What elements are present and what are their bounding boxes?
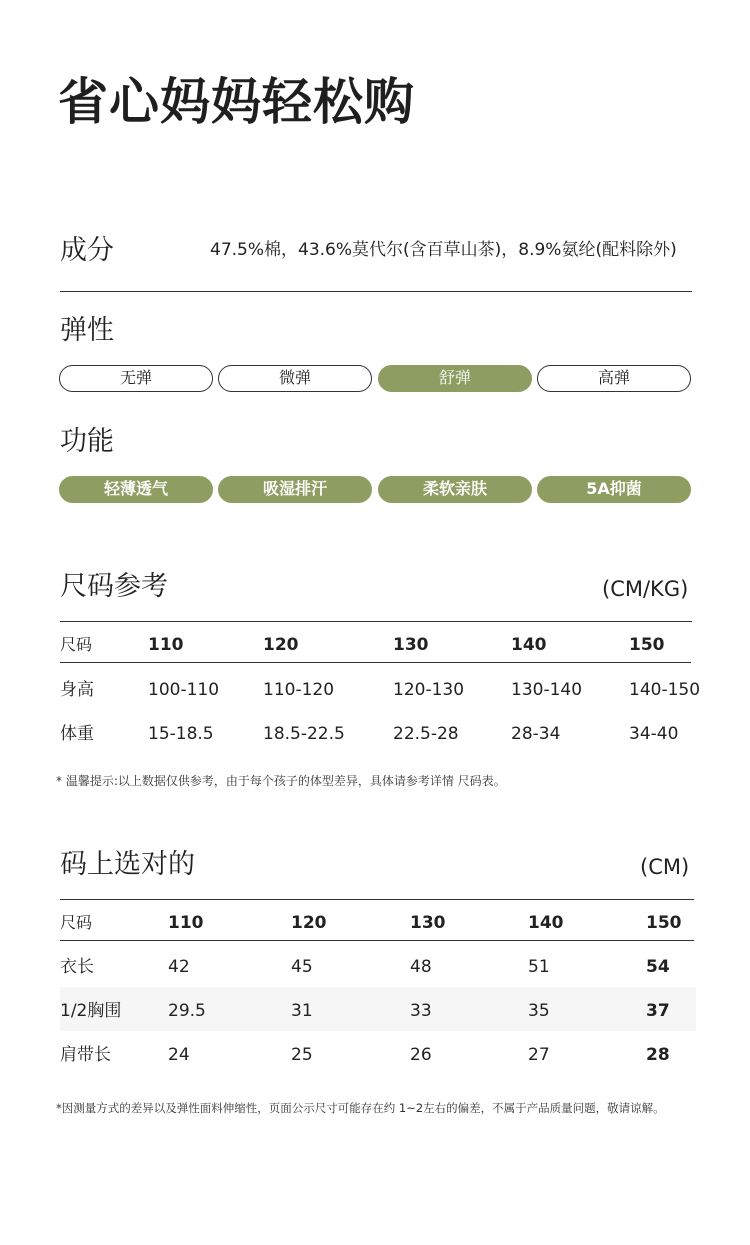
header-cell: 120 <box>291 913 327 933</box>
row-label: 身高 <box>60 680 94 700</box>
row-label: 体重 <box>60 724 94 744</box>
row-highlight <box>60 987 696 1031</box>
table-cell: 42 <box>168 957 190 977</box>
table-cell: 120-130 <box>393 680 465 700</box>
composition-value: 47.5%棉，43.6%莫代尔(含百草山茶)，8.9%氨纶(配料除外) <box>210 240 677 260</box>
table-cell: 18.5-22.5 <box>263 724 345 744</box>
divider <box>60 940 694 941</box>
divider <box>60 291 692 292</box>
table-cell: 15-18.5 <box>148 724 214 744</box>
header-cell: 130 <box>393 635 429 655</box>
size-ref-note: * 温馨提示:以上数据仅供参考，由于每个孩子的体型差异，具体请参考详情 尺码表。 <box>56 774 506 788</box>
elasticity-option-high: 高弹 <box>537 365 691 392</box>
table-cell: 27 <box>528 1045 550 1065</box>
table-cell: 28 <box>646 1045 670 1065</box>
table-cell: 25 <box>291 1045 313 1065</box>
divider <box>60 662 691 663</box>
row-label: 肩带长 <box>60 1045 111 1065</box>
table-cell: 37 <box>646 1001 670 1021</box>
header-cell: 140 <box>528 913 564 933</box>
table-cell: 31 <box>291 1001 313 1021</box>
table-cell: 28-34 <box>511 724 561 744</box>
table-cell: 45 <box>291 957 313 977</box>
table-cell: 51 <box>528 957 550 977</box>
row-label: 1/2胸围 <box>60 1001 122 1021</box>
table-cell: 34-40 <box>629 724 679 744</box>
measure-note: *因测量方式的差异以及弹性面料伸缩性，页面公示尺寸可能存在约 1~2左右的偏差，不属于产品质量问题，敬请谅解。 <box>56 1101 665 1115</box>
header-cell: 150 <box>629 635 665 655</box>
table-cell: 48 <box>410 957 432 977</box>
table-cell: 24 <box>168 1045 190 1065</box>
table-cell: 140-150 <box>629 680 701 700</box>
header-cell: 120 <box>263 635 299 655</box>
table-cell: 100-110 <box>148 680 220 700</box>
table-cell: 29.5 <box>168 1001 206 1021</box>
elasticity-option-comfort-selected: 舒弹 <box>378 365 532 392</box>
function-tag: 吸湿排汗 <box>218 476 372 503</box>
table-cell: 54 <box>646 957 670 977</box>
table-cell: 110-120 <box>263 680 335 700</box>
function-tag: 5A抑菌 <box>537 476 691 503</box>
divider <box>60 621 692 622</box>
header-cell: 150 <box>646 913 682 933</box>
page-title: 省心妈妈轻松购 <box>58 73 415 131</box>
header-cell: 110 <box>168 913 204 933</box>
table-cell: 130-140 <box>511 680 583 700</box>
header-cell: 尺码 <box>60 913 93 932</box>
size-ref-unit: (CM/KG) <box>602 577 689 601</box>
row-label: 衣长 <box>60 957 94 977</box>
header-cell: 130 <box>410 913 446 933</box>
size-ref-title: 尺码参考 <box>60 571 168 602</box>
function-tag: 柔软亲肤 <box>378 476 532 503</box>
composition-label: 成分 <box>60 235 114 266</box>
header-cell: 尺码 <box>60 635 93 654</box>
table-cell: 22.5-28 <box>393 724 459 744</box>
elasticity-option-none: 无弹 <box>59 365 213 392</box>
table-cell: 33 <box>410 1001 432 1021</box>
elasticity-option-slight: 微弹 <box>218 365 372 392</box>
measure-title: 码上选对的 <box>60 849 195 880</box>
divider <box>60 899 694 900</box>
header-cell: 110 <box>148 635 184 655</box>
table-cell: 35 <box>528 1001 550 1021</box>
header-cell: 140 <box>511 635 547 655</box>
function-tag: 轻薄透气 <box>59 476 213 503</box>
function-label: 功能 <box>60 426 114 457</box>
elasticity-label: 弹性 <box>60 315 114 346</box>
table-cell: 26 <box>410 1045 432 1065</box>
measure-unit: (CM) <box>640 855 690 879</box>
